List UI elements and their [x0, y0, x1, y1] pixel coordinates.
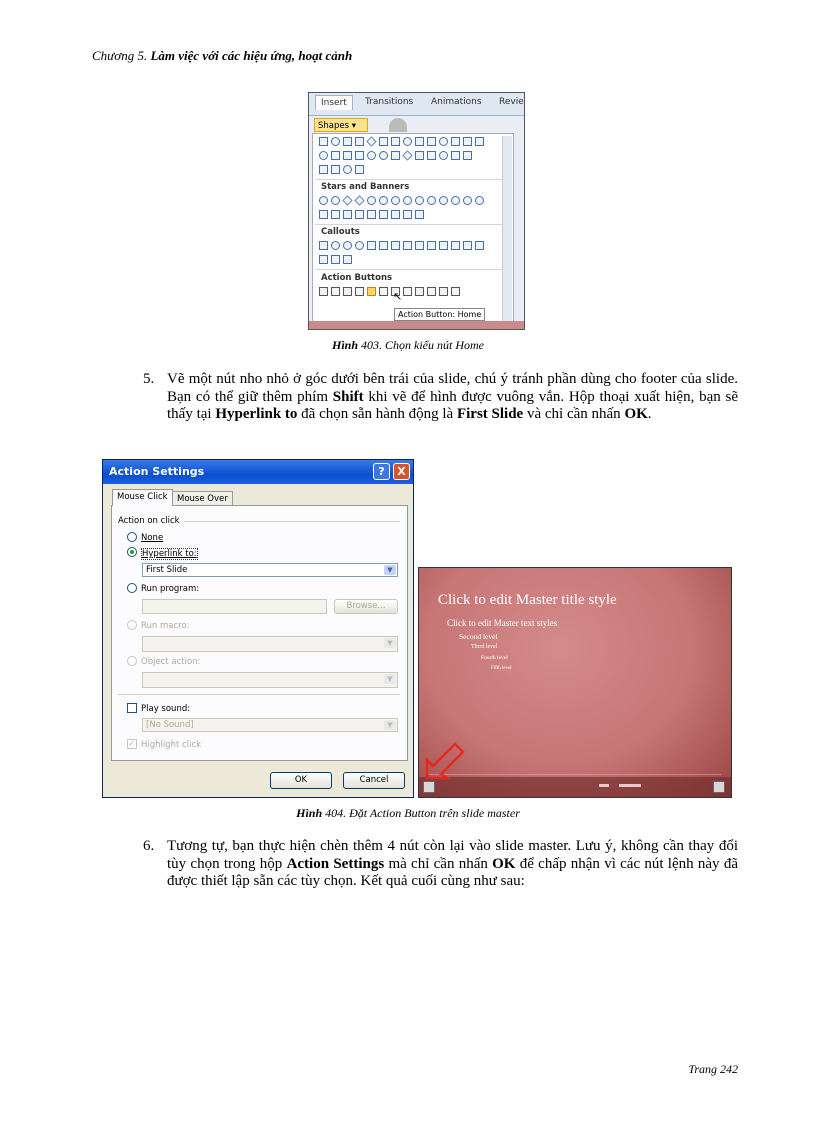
shape-icon[interactable]	[319, 151, 328, 160]
shape-icon[interactable]	[355, 151, 364, 160]
shape-icon[interactable]	[415, 196, 424, 205]
caption-label: Hình	[296, 806, 323, 820]
action-back-icon[interactable]	[319, 287, 328, 296]
chevron-down-icon[interactable]: ▼	[384, 674, 396, 684]
action-buttons-row	[319, 287, 460, 299]
shape-icon[interactable]	[319, 241, 328, 250]
ribbon-tabs	[309, 93, 524, 116]
shapes-palette	[312, 133, 514, 327]
ribbon-shapes-screenshot	[308, 92, 525, 330]
shape-icon[interactable]	[391, 241, 400, 250]
shape-icon[interactable]	[403, 210, 412, 219]
shape-icon[interactable]	[343, 137, 352, 146]
program-path-input[interactable]	[142, 599, 327, 614]
shape-icon[interactable]	[475, 196, 484, 205]
shape-icon[interactable]	[415, 151, 424, 160]
slide-number-icon	[713, 781, 725, 793]
dialog-title: Action Settings	[109, 465, 205, 478]
tooltip: Action Button: Home	[394, 308, 485, 321]
shape-icon[interactable]	[451, 196, 460, 205]
action-movie-icon[interactable]	[403, 287, 412, 296]
shape-icon[interactable]	[343, 241, 352, 250]
footer-text-placeholder	[619, 784, 641, 787]
shape-icon[interactable]	[439, 137, 448, 146]
shape-icon[interactable]	[343, 210, 352, 219]
shape-icon[interactable]	[367, 151, 376, 160]
tab-mouse-click[interactable]: Mouse Click	[112, 489, 173, 506]
shapes-button[interactable]: Shapes ▾	[314, 118, 368, 132]
chevron-down-icon[interactable]: ▼	[384, 720, 396, 730]
shape-icon[interactable]	[355, 137, 364, 146]
shape-icon[interactable]	[427, 196, 436, 205]
shape-icon[interactable]	[366, 136, 376, 146]
shape-icon[interactable]	[355, 165, 364, 174]
shape-icon[interactable]	[463, 241, 472, 250]
radio-run-macro-label: Run macro:	[141, 621, 190, 631]
shape-icon[interactable]	[343, 255, 352, 264]
tab-animations[interactable]: Animations	[431, 97, 482, 107]
shape-icon[interactable]	[451, 151, 460, 160]
list-item-6	[143, 838, 738, 893]
shape-icon[interactable]	[379, 137, 388, 146]
group-title: Stars and Banners	[321, 182, 410, 192]
home-action-button-icon[interactable]	[423, 781, 435, 793]
divider	[184, 521, 400, 522]
shape-icon[interactable]	[391, 210, 400, 219]
shape-icon[interactable]	[415, 241, 424, 250]
shape-icon[interactable]	[319, 165, 328, 174]
slide-master-screenshot	[418, 567, 732, 798]
sound-value: [No Sound]	[146, 720, 194, 730]
action-help-icon[interactable]	[439, 287, 448, 296]
shape-icon[interactable]	[391, 196, 400, 205]
caption-label: Hình	[332, 338, 359, 352]
slide-text-level-4: Fourth level	[481, 655, 508, 661]
shape-icon[interactable]	[331, 255, 340, 264]
caption-text: 404. Đặt Action Button trên slide master	[325, 806, 520, 820]
play-sound-label: Play sound:	[141, 704, 191, 714]
figure-404-caption	[0, 806, 816, 821]
divider	[118, 694, 400, 695]
divider	[315, 179, 509, 180]
shape-icon[interactable]	[427, 241, 436, 250]
shape-icon[interactable]	[439, 196, 448, 205]
shape-icon[interactable]	[403, 137, 412, 146]
action-sound-icon[interactable]	[427, 287, 436, 296]
figure-403-caption	[0, 338, 816, 353]
hyperlink-value: First Slide	[146, 565, 188, 575]
shape-icon[interactable]	[331, 196, 340, 205]
divider	[315, 224, 509, 225]
shape-icon[interactable]	[319, 137, 328, 146]
shape-icon[interactable]	[379, 196, 388, 205]
shape-icon[interactable]	[475, 137, 484, 146]
basic-shapes-row	[319, 165, 364, 177]
shape-icon[interactable]	[403, 196, 412, 205]
page-number: Trang 242	[688, 1062, 738, 1076]
shape-icon[interactable]	[319, 210, 328, 219]
shape-icon[interactable]	[354, 195, 364, 205]
shape-icon[interactable]	[343, 151, 352, 160]
shape-icon[interactable]	[342, 195, 352, 205]
shapes-button-label: Shapes	[318, 121, 350, 131]
shape-icon[interactable]	[331, 241, 340, 250]
radio-object-action-label: Object action:	[141, 657, 201, 667]
shape-icon[interactable]	[415, 210, 424, 219]
shape-icon[interactable]	[331, 210, 340, 219]
radio-hyperlink[interactable]	[127, 547, 137, 557]
action-info-icon[interactable]	[379, 287, 388, 296]
hyperlink-select[interactable]	[142, 563, 398, 577]
shape-icon[interactable]	[427, 151, 436, 160]
shape-icon[interactable]	[439, 241, 448, 250]
slide-text-level-5: Fifth level	[491, 666, 512, 671]
radio-run-program[interactable]	[127, 583, 137, 593]
cancel-button[interactable]: Cancel	[343, 772, 405, 789]
group-title: Callouts	[321, 227, 360, 237]
banners-row	[319, 210, 424, 222]
action-custom-icon[interactable]	[451, 287, 460, 296]
close-button[interactable]: X	[393, 463, 410, 480]
dialog-titlebar[interactable]	[103, 460, 413, 484]
object-action-select[interactable]	[142, 672, 398, 688]
slide-text-level-2: Second level	[459, 632, 498, 641]
action-home-icon[interactable]	[367, 287, 376, 296]
caption-text: 403. Chọn kiểu nút Home	[361, 338, 484, 352]
radio-none-label: None	[141, 533, 164, 543]
page-header: Chương 5. Làm việc với các hiệu ứng, hoạt cảnh	[92, 48, 353, 63]
shape-icon[interactable]	[427, 137, 436, 146]
basic-shapes-row	[319, 137, 484, 149]
shape-icon[interactable]	[319, 255, 328, 264]
action-document-icon[interactable]	[415, 287, 424, 296]
browse-button[interactable]: Browse...	[334, 599, 398, 614]
radio-run-macro[interactable]	[127, 620, 137, 630]
item-text: Tương tự, bạn thực hiện chèn thêm 4 nút còn lại vào slide master. Lưu ý, không cần thay đổi tùy chọn trong hộp Action Settings mà chỉ cần nhấn OK để chấp nhận vì các nút lệnh này đã được thiết lập sẵn các tùy chọn. Kết quả cuối cùng như sau:	[167, 838, 738, 889]
item-text: Vẽ một nút nho nhỏ ở góc dưới bên trái của slide, chú ý tránh phần dùng cho footer của slide. Bạn có thể giữ thêm phím Shift khi vẽ để hình được vuông vắn. Hộp thoại xuất hiện, bạn sẽ thấy tại Hyperlink to đã chọn sẵn hành động là First Slide và chỉ cần nhấn OK.	[167, 371, 738, 422]
shape-icon[interactable]	[451, 241, 460, 250]
tab-review[interactable]: Revie	[499, 97, 524, 107]
callouts-row	[319, 255, 352, 267]
shape-icon[interactable]	[367, 241, 376, 250]
shape-icon[interactable]	[391, 151, 400, 160]
shape-icon[interactable]	[331, 151, 340, 160]
basic-shapes-row	[319, 151, 472, 163]
action-end-icon[interactable]	[355, 287, 364, 296]
shape-icon[interactable]	[451, 137, 460, 146]
mouse-cursor-icon: ↖	[393, 290, 403, 303]
shape-icon[interactable]	[355, 210, 364, 219]
shape-icon[interactable]	[463, 196, 472, 205]
play-sound-checkbox[interactable]	[127, 703, 137, 713]
shape-icon[interactable]	[367, 210, 376, 219]
shape-icon[interactable]	[439, 151, 448, 160]
slide-title-placeholder: Click to edit Master title style	[438, 592, 617, 608]
group-title: Action Buttons	[321, 273, 393, 283]
shape-icon[interactable]	[331, 165, 340, 174]
shape-icon[interactable]	[415, 137, 424, 146]
slide-text-level-1: Click to edit Master text styles	[447, 618, 558, 628]
shape-icon[interactable]	[463, 151, 472, 160]
tab-mouse-over[interactable]: Mouse Over	[172, 491, 233, 506]
chapter-label: Chương 5	[92, 48, 144, 63]
radio-object-action[interactable]	[127, 656, 137, 666]
item-number: 6.	[143, 838, 155, 854]
slide-footer-bar	[419, 777, 731, 797]
item-number: 5.	[143, 371, 155, 387]
slide-text-level-3: Third level	[471, 644, 498, 650]
ok-button[interactable]: OK	[270, 772, 332, 789]
tab-transitions[interactable]: Transitions	[365, 97, 414, 107]
chapter-title: Làm việc với các hiệu ứng, hoạt cảnh	[150, 48, 353, 63]
action-forward-icon[interactable]	[331, 287, 340, 296]
shape-icon[interactable]	[343, 165, 352, 174]
action-settings-dialog	[102, 459, 414, 798]
highlight-click-label: Highlight click	[141, 740, 202, 750]
shape-icon[interactable]	[475, 241, 484, 250]
slide-background-strip	[309, 321, 524, 329]
radio-run-program-label: Run program:	[141, 584, 200, 594]
sound-select[interactable]	[142, 718, 398, 732]
divider	[315, 269, 509, 270]
action-beginning-icon[interactable]	[343, 287, 352, 296]
chevron-down-icon[interactable]: ▼	[384, 638, 396, 648]
shape-icon[interactable]	[331, 137, 340, 146]
stars-row	[319, 196, 484, 208]
shape-icon[interactable]	[355, 241, 364, 250]
tab-insert[interactable]: Insert	[315, 95, 353, 110]
tab-panel	[111, 505, 408, 761]
chevron-down-icon[interactable]: ▼	[384, 565, 396, 575]
help-button[interactable]: ?	[373, 463, 390, 480]
palette-scrollbar[interactable]	[502, 136, 512, 322]
list-item-5	[143, 371, 738, 443]
highlight-click-checkbox[interactable]: ✓	[128, 739, 136, 748]
shape-icon[interactable]	[391, 137, 400, 146]
callouts-row	[319, 241, 484, 253]
red-arrow-shape	[427, 744, 463, 778]
action-group-label: Action on click	[118, 516, 180, 526]
shape-icon[interactable]	[402, 150, 412, 160]
red-arrow-icon	[423, 740, 483, 780]
footer-date-placeholder	[599, 784, 609, 787]
macro-select[interactable]	[142, 636, 398, 652]
shape-icon[interactable]	[403, 241, 412, 250]
radio-hyperlink-label: Hyperlink to:	[142, 549, 197, 559]
radio-none[interactable]	[127, 532, 137, 542]
shape-icon[interactable]	[379, 241, 388, 250]
shape-icon[interactable]	[319, 196, 328, 205]
shape-icon[interactable]	[379, 151, 388, 160]
shape-icon[interactable]	[367, 196, 376, 205]
shape-icon[interactable]	[463, 137, 472, 146]
shape-icon[interactable]	[379, 210, 388, 219]
smartart-icon[interactable]	[389, 118, 407, 132]
